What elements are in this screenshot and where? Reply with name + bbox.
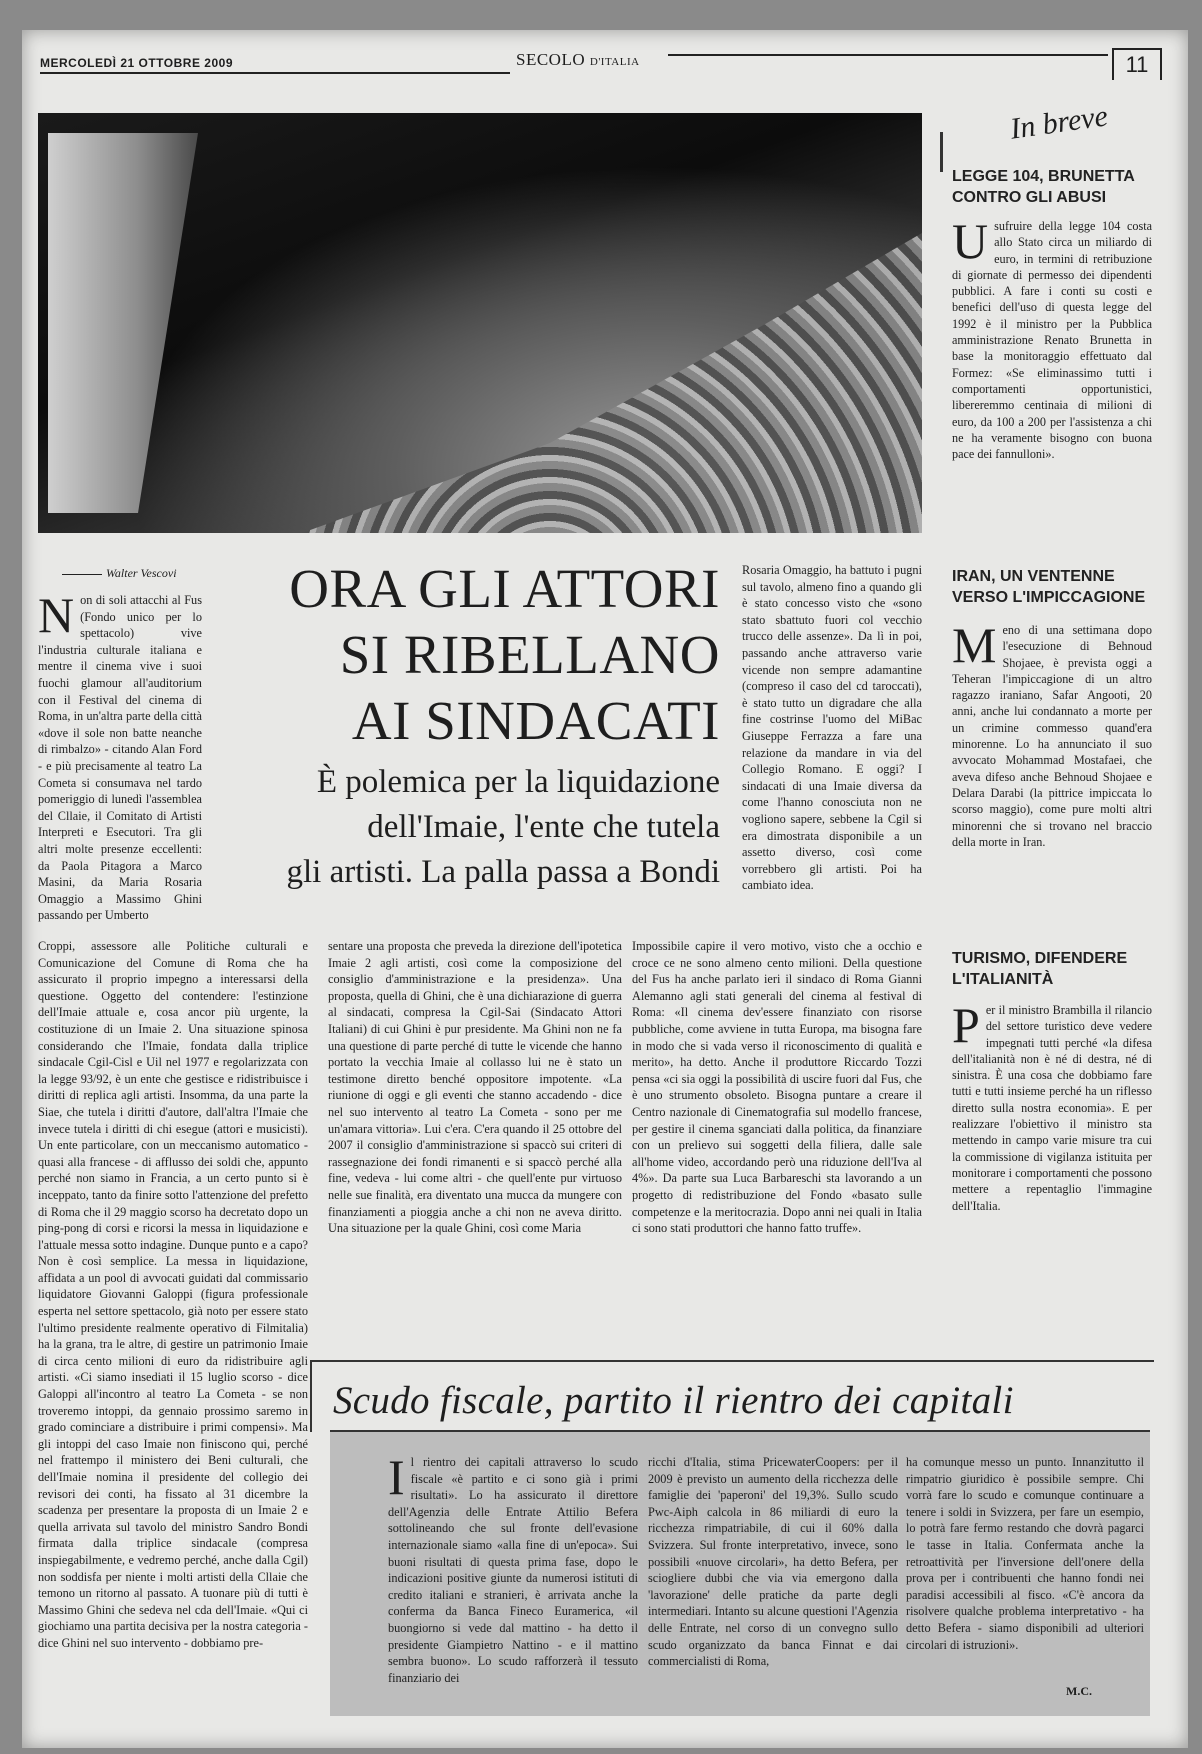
brief-title: IRAN, UN VENTENNE VERSO L'IMPICCAGIONE (952, 568, 1146, 606)
drop-cap: M (952, 617, 997, 673)
cinema-screen-shape (48, 133, 198, 513)
brief-body (952, 617, 1152, 850)
newspaper-name (516, 50, 640, 70)
headline-line: AI SINDACATI (351, 690, 720, 751)
article-text: on di soli attacchi al Fus (Fondo unico per lo spettacolo) vive l'industria culturale italiana e mentre il cinema vive i suoi fuochi glamour all'auditorium con il Festival del cinema di Roma, in un'altra parte della città «dove il sole non batte neanche di rimbalzo» - citando Alan Ford - e più precisamente al teatro La Cometa si consumava nel tardo pomeriggio di lunedì l'assemblea del Cllaie, il Comitato di Artisti Interpreti e Esecutori. Tra gli altri molte presenze eccellenti: da Paola Pitagora a Marco Masini, da Maria Rosaria Omaggio a Massimo Ghini passando per Umberto (38, 593, 202, 923)
newspaper-name-main: SECOLO (516, 50, 586, 69)
article-col1-bottom: Croppi, assessore alle Politiche culturali e Comunicazione del Comune di Roma che ha assicurato il proprio impegno a interessarsi della questione. Oggetto del contendere: l'estinzione dell'Imaie attuale e, cosa ancor più urgente, la costituzione di un Imaie 2. Una situazione spinosa considerando che l'Imaie, fondata dalla triplice sindacale Cgil-Cisl e Uil nel 1977 e regolarizzata con la legge 93/92, è un ente che gestisce e ridistribuisce i diritti di replica agli artisti. Insomma, da una parte la Siae, che tutela i diritti d'autore, dall'altra l'Imaie che invece tutela i diritti di chi esegue (attori e musicisti). Un ente particolare, con un meccanismo automatico - quasi alla francese - di afflusso dei soldi che, appunto perché non siamo in Francia, a un certo punto si è inceppato, tanto da finire sotto l'attenzione del prefetto di Roma che il 29 maggio scorso ha decretato dopo un ping-pong di corsi e ricorsi la messa in liquidazione e l'attuale messa sotto indagine. Dunque punto e a capo? Non è così semplice. La messa in liquidazione, affidata a un pool di avvocati guidati dal commissario liquidatore Giovanni Galoppi (figura professionale esperta nel settore spettacolo, già noto per essere stato l'ultimo presidente realmente operativo di Filmitalia) ha la grana, tra le altre, di gestire un patrimonio Imaie di circa cento milioni di euro da ridistribuire agli artisti. «Ci siamo insediati il 15 luglio scorso - dice Galoppi all'incontro al teatro La Cometa - se non troveremo intoppi, da gennaio prossimo saremo in grado cominciare a distribuire i primi compensi». Ma gli intoppi del caso Imaie non finiscono qui, perché nel frattempo il ministero dei Beni culturali, che dell'Imaie nomina il presidente del collegio dei revisori dei conti, ha fissato al 31 dicembre la scadenza per presentare la proposta di un Imaie 2 e quella arrivata sul tavolo del ministro Sandro Bondi firmata dalla triplice sindacale (compresa inspiegabilmente, e vedremo perché, anche dalla Cgil) non soddisfa per niente i molti artisti della Cllaie che temono un ritorno al passato. A tuonare più di tutti è Massimo Ghini che sedeva nel cda dell'Imaie. «Qui ci giochiamo una partita decisiva per la nostra categoria - dice Ghini nel suo intervento - dobbiamo pre- (38, 939, 308, 1650)
issue-date: MERCOLEDÌ 21 OTTOBRE 2009 (40, 56, 233, 70)
brief-title: LEGGE 104, BRUNETTA CONTRO GLI ABUSI (952, 168, 1135, 206)
drop-cap: N (38, 587, 75, 643)
byline: Walter Vescovi (62, 566, 177, 581)
article-col2: sentare una proposta che preveda la direzione dell'ipotetica Imaie 2 agli artisti, così come la composizione del consiglio d'amministrazione e la presidenza». Una proposta, quella di Ghini, che è una dichiarazione di guerra al sindacati, compresa la Cgil-Sai (Sindacato Attori Italiani) di cui Ghini è pur presidente. Ma Ghini non ne fa una questione di parte perché di tutte le vicende che hanno portato la vecchia Imaie al collasso lui ne è stato un testimone diretto benché oppositore impotente. «La riunione di oggi e gli eventi che stanno accadendo - dice nel suo intervento al teatro La Cometa - sono per me un'amara vittoria». Lui c'era. C'era quando il 25 ottobre del 2007 il consiglio d'amministrazione si spaccò sui criteri di rassegnazione dei fondi rimanenti e si spaccò perché alla fine, vedeva - lui come altri - che quell'ente pur virtuoso nelle sue finalità, era diventato una mucca da mungere con finanziamenti a pioggia anche a chi non ne aveva diritto. Una situazione per la quale Ghini, così come Maria (328, 939, 622, 1236)
scudo-title: Scudo fiscale, partito il rientro dei capitali (333, 1379, 1014, 1422)
page-number: 11 (1112, 48, 1162, 80)
cinema-audience-photo (38, 113, 922, 533)
subhead-line: È polemica per la liquidazione (316, 764, 720, 800)
brief-text: sufruire della legge 104 costa allo Stato circa un miliardo di euro, in termini di retribuzione di giornate di permesso dei dipendenti pubblici. A fare i conti su costi e benefici dell'uso di questa legge del 1992 è il ministro per la Pubblica amministrazione Renato Brunetta in base la monitoraggio effettuato dal Formez: «Se eliminassimo tutti i comportamenti opportunistici, libereremmo centinaia di milioni di euro, da 100 a 200 per l'assistenza a chi ne ha veramente bisogno con buona pace dei fannulloni». (952, 219, 1152, 462)
sidebar-accent-rule (940, 132, 943, 172)
brief-iran (952, 566, 1152, 850)
article-col3-bottom: Impossibile capire il vero motivo, visto che a occhio e croce ce ne sono almeno cento milioni. Della questione del Fus ha anche parlato ieri il sindaco di Roma Gianni Alemanno agli stati generali del cinema al festival di Roma: «Il cinema dev'essere finanziato con risorse pubbliche, come avviene in tutta Europa, ma bisogna fare in modo che si vada verso il riconoscimento di qualità e merito», ha detto. Anche il produttore Riccardo Tozzi pensa «ci sia oggi la possibilità di uscire fuori dal Fus, che è uno strumento obsoleto. Bisogna puntare a creare il Centro nazionale di Cinematografia sul modello francese, per gestire il cinema sganciati dalla politica, da finanziare con un prelievo sui soggetti della filiera, dalle sale all'home video, accordando però una riduzione dell'Iva al 4%». Da parte sua Luca Barbareschi sta lavorando a un progetto di redistribuzione del Fondo «basato sulle competenze e la meritocrazia. Dopo anni nei quali in Italia ci sono stati produttori che hanno fatto truffe». (632, 939, 922, 1236)
headline-line: ORA GLI ATTORI (289, 558, 720, 619)
scudo-col2: ricchi d'Italia, stima PricewaterCoopers: per il 2009 è previsto un aumento della ricchezza delle famiglie dei 'paperoni' del 19,3%. Sullo scudo Pwc-Aiph calcola in 86 miliardi di euro la ricchezza rimpatriabile, di cui il 60% dalla Svizzera. Sul fronte interpretativo, invece, sono possibili «nuove circolari», ha detto Befera, per sciogliere dubbi che via via emergono dalla 'lavorazione' delle pratiche da parte degli intermediari. Intanto su alcune questioni l'Agenzia delle Entrate, nel corso di un convegno sullo scudo organizzato da banca Finnat e dai commercialisti di Roma, (648, 1455, 898, 1669)
scudo-col3: ha comunque messo un punto. Innanzitutto il rimpatrio giuridico è possibile sempre. Chi vorrà fare lo scudo e comunque continuare a tenere i soldi in Svizzera, per fare un esempio, lo potrà fare fermo restando che dovrà pagarci le tasse in Italia. Confermata anche la retroattività per l'inversione dell'onere della prova per i contribuenti che hanno fondi nei paradisi accessibili al fisco. «C'è ancora da risolvere qualche problema interpretativo - ha detto Befera - siamo disponibili ad ulteriori circolari di istruzioni». (906, 1455, 1144, 1652)
headline-line: SI RIBELLANO (339, 624, 720, 685)
article-col3-top: Rosaria Omaggio, ha battuto i pugni sul tavolo, almeno fino a quando gli è stato concesso visto che «sono stato sbattuto fuori col vecchio trucco delle assenze». Da lì in poi, passando anche attraverso varie vicende non sempre adamantine (compreso il caso del cd taroccati), è stato tutto un digradare che alla fine costrinse l'uomo del MiBac Giuseppe Ferrazza a fare una relazione da mandare in via del Collegio Romano. E oggi? I sindacati di una Imaie diversa da come l'hanno conosciuta non ne vogliono sapere, sebbene la Cgil si era dimostrata disponibile a un assetto diverso, così come vorrebbero gli artisti. Poi ha cambiato idea. (742, 563, 922, 893)
brief-text: er il ministro Brambilla il rilancio del settore turistico deve vedere impegnati tutti perché «la difesa dell'italianità non è né di destra, né di sinistra. È una cosa che dobbiamo fare tutti e tutti insieme perché ha un riflesso diretto sulla nostra economia». E per realizzare l'obiettivo il ministro sta mettendo in campo varie misure tra cui la commissione di vigilanza istituita per monitorare i comportamenti che possono mettere a repentaglio l'immagine dell'Italia. (952, 1003, 1152, 1213)
drop-cap: I (388, 1449, 405, 1505)
subheadline (200, 760, 720, 895)
headline (220, 556, 720, 754)
brief-legge-104 (952, 166, 1152, 462)
drop-cap: U (952, 213, 989, 269)
brief-body (952, 213, 1152, 462)
scudo-col1 (388, 1449, 638, 1686)
brief-turismo (952, 948, 1152, 1214)
brief-text: eno di una settimana dopo l'esecuzione di Behnoud Shojaee, è prevista oggi a Teheran l'impiccagione di un altro ragazzo iraniano, Safar Angooti, 20 anni, anche lui condannato a morte per un crimine commesso quand'era minorenne. Lo ha annunciato il suo avvocato Mohammad Mostafaei, che aveva difeso anche Behnoud Shojaee e Delara Darabi (la pittrice impiccata lo scorso maggio), come pure molti altri minorenni che si trovano nel braccio della morte in Iran. (952, 623, 1152, 849)
drop-cap: P (952, 997, 980, 1053)
newspaper-name-suffix: D'ITALIA (589, 56, 640, 68)
subhead-line: gli artisti. La palla passa a Bondi (286, 854, 720, 890)
in-breve-label: In breve (1008, 99, 1110, 146)
brief-title: TURISMO, DIFENDERE L'ITALIANITÀ (952, 950, 1128, 988)
masthead-rule-right (668, 54, 1108, 56)
brief-body (952, 997, 1152, 1214)
scudo-text: l rientro dei capitali attraverso lo scudo fiscale «è partito e ci sono già i primi risultati». Lo ha assicurato il direttore dell'Agenzia delle Entrate Attilio Befera sottolineando che sul fronte dell'evasione internazionale siamo «alla fine di un'epoca». Sui buoni risultati di questa prima fase, dopo le indicazioni positive giunte da numerosi istituti di credito italiani e stranieri, è arrivata anche la conferma da Banca Fineco Euramerica, «il buongiorno si vede dal mattino - ha detto il presidente Giampietro Nattino - e il mattino sembra buono». Lo scudo rafforzerà il tessuto finanziario dei (388, 1455, 638, 1685)
masthead-rule-left (40, 72, 510, 74)
scudo-signature: M.C. (1066, 1684, 1092, 1698)
article-col1-top (38, 587, 202, 924)
audience-shape (302, 233, 922, 533)
subhead-line: dell'Imaie, l'ente che tutela (367, 809, 720, 845)
